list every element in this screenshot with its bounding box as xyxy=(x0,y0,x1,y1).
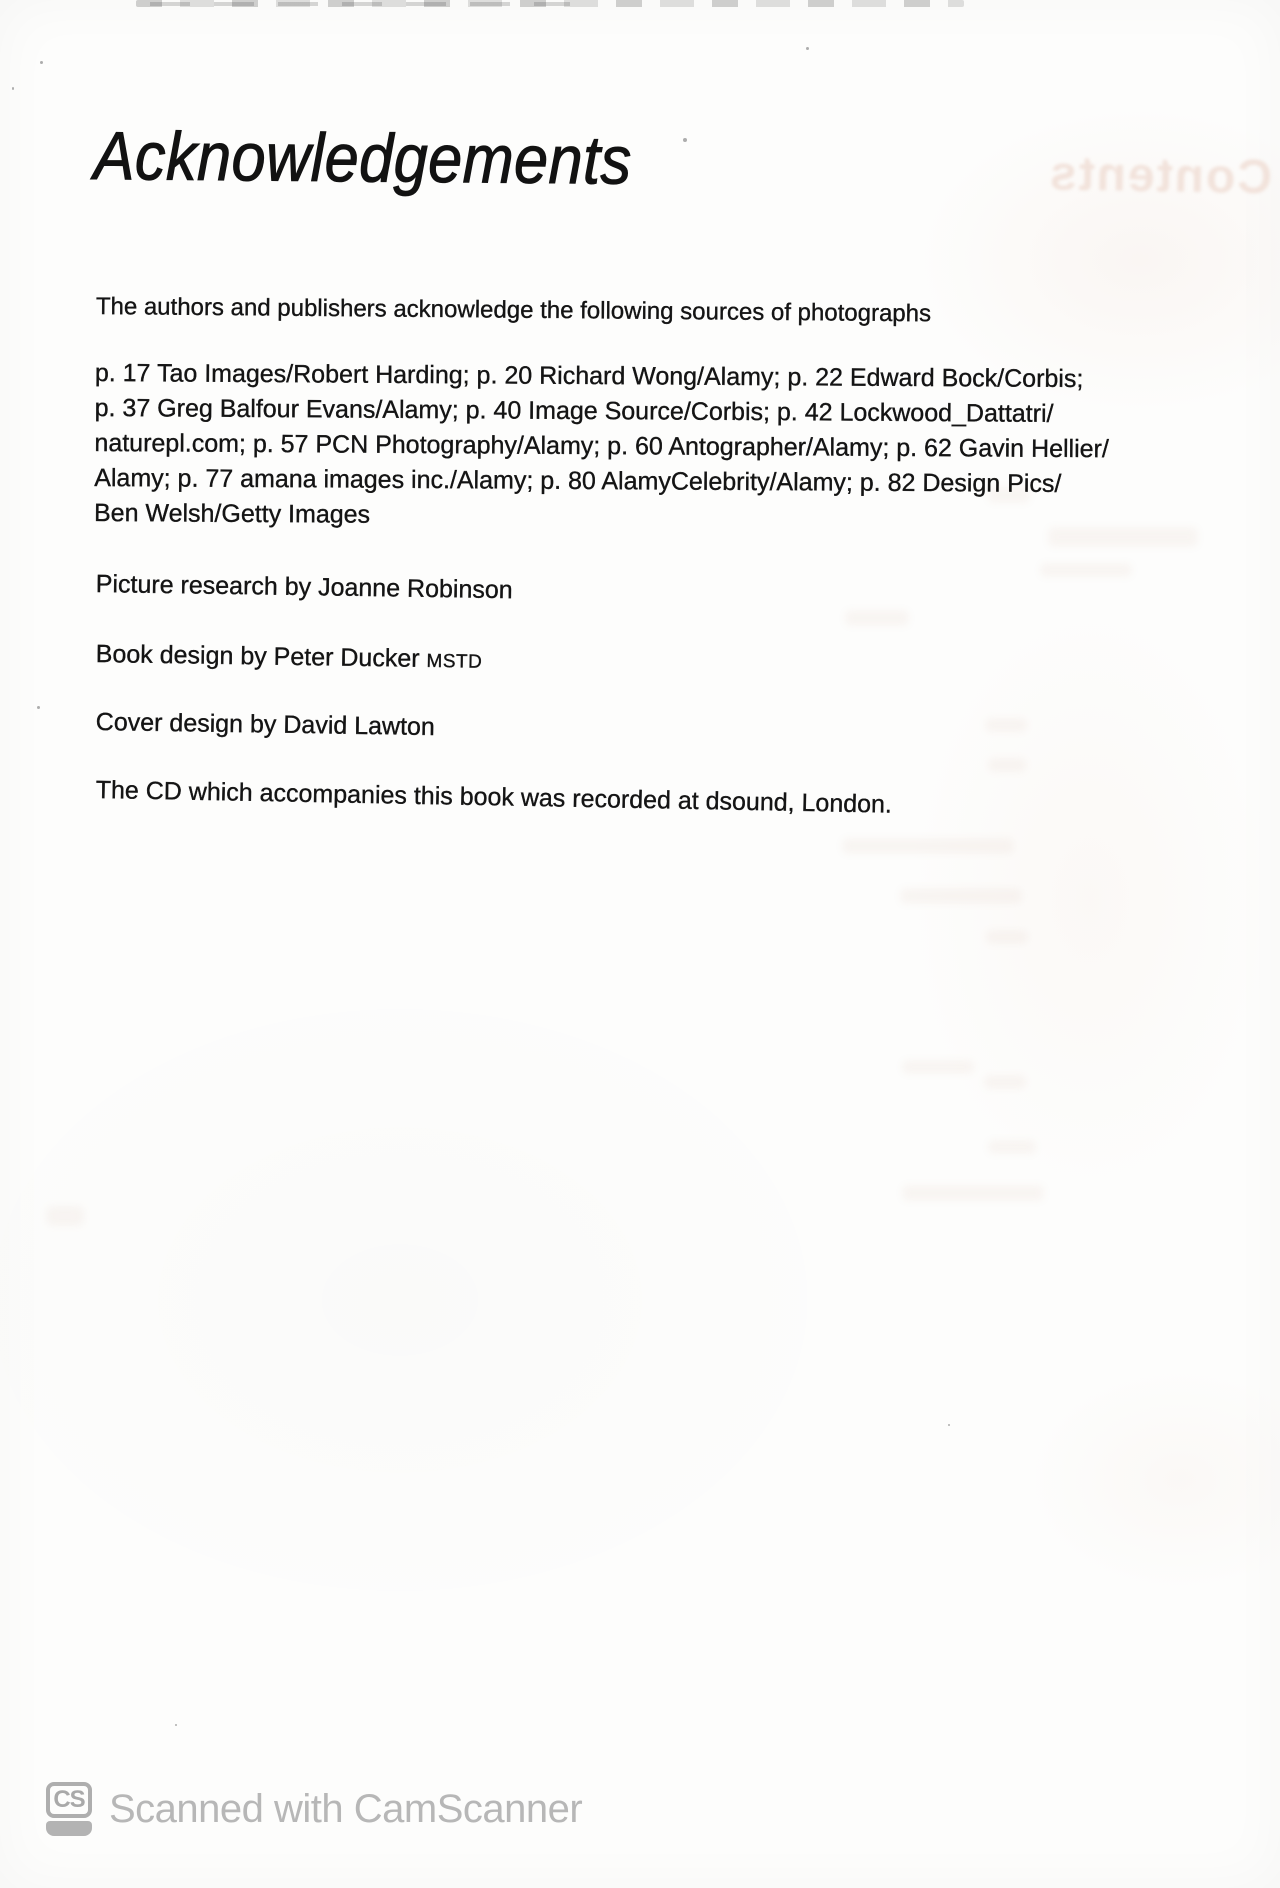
dust-speck xyxy=(40,61,43,64)
bleed-smudge xyxy=(985,718,1027,732)
bleed-smudge xyxy=(902,1060,974,1074)
dust-speck xyxy=(948,1424,950,1426)
photo-credits-paragraph xyxy=(94,356,1109,537)
bleed-through-contents-text: Contents xyxy=(1047,147,1273,205)
camscanner-watermark-label: Scanned with CamScanner xyxy=(109,1786,583,1831)
photo-credits-line: p. 37 Greg Balfour Evans/Alamy; p. 40 Image Source/Corbis; p. 42 Lockwood_Dattatri/ xyxy=(94,393,1054,428)
scan-top-edge-artifact xyxy=(150,2,570,6)
dust-speck xyxy=(12,87,14,90)
book-design-text: Book design by Peter Ducker xyxy=(95,640,420,673)
dust-speck xyxy=(37,706,40,709)
cover-design-credit: Cover design by David Lawton xyxy=(95,708,436,742)
book-design-credit xyxy=(96,640,483,675)
photo-credits-line: Alamy; p. 77 amana images inc./Alamy; p. 80 AlamyCelebrity/Alamy; p. 82 Design Pics/ xyxy=(94,463,1062,498)
dust-speck xyxy=(806,47,809,50)
camscanner-logo-bar xyxy=(46,1821,92,1836)
bleed-smudge xyxy=(1040,563,1132,577)
bleed-smudge xyxy=(986,930,1028,944)
camscanner-logo-letters: CS xyxy=(46,1782,92,1818)
bleed-smudge xyxy=(842,838,1014,854)
photo-credits-line: naturepl.com; p. 57 PCN Photography/Alamy; p. 60 Antographer/Alamy; p. 62 Gavin Hellier/ xyxy=(94,428,1109,464)
book-design-suffix: MSTD xyxy=(426,650,483,673)
bleed-smudge xyxy=(902,1185,1044,1201)
bleed-smudge xyxy=(845,610,909,626)
camscanner-watermark xyxy=(46,1782,582,1836)
photo-credits-line: p. 17 Tao Images/Robert Harding; p. 20 Richard Wong/Alamy; p. 22 Edward Bock/Corbis; xyxy=(94,358,1084,394)
dust-speck xyxy=(175,1724,177,1726)
page-title: Acknowledgements xyxy=(93,118,632,199)
bleed-smudge xyxy=(988,758,1026,772)
camscanner-logo-icon xyxy=(46,1782,92,1836)
bleed-smudge xyxy=(900,888,1022,904)
dust-speck xyxy=(683,138,687,142)
intro-paragraph: The authors and publishers acknowledge the following sources of photographs xyxy=(95,293,932,328)
bleed-smudge xyxy=(984,1075,1026,1089)
bleed-smudge xyxy=(988,1140,1036,1154)
cd-recording-note: The CD which accompanies this book was recorded at dsound, London. xyxy=(95,776,893,819)
photo-credits-line: Ben Welsh/Getty Images xyxy=(93,498,371,529)
picture-research-credit: Picture research by Joanne Robinson xyxy=(95,570,513,605)
bleed-smudge xyxy=(46,1206,84,1226)
